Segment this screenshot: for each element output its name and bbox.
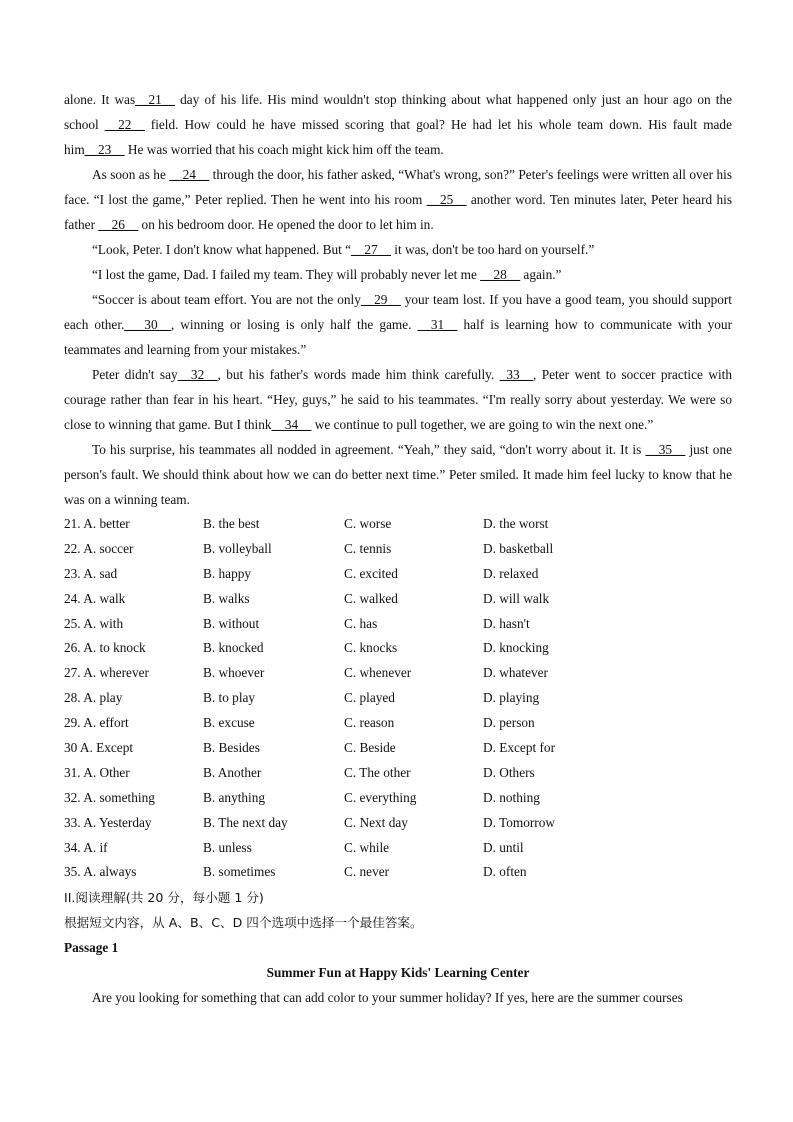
question-number-option-a: 25. A. with xyxy=(64,615,124,631)
option-d: D. often xyxy=(483,864,527,880)
option-c: C. worse xyxy=(344,516,392,531)
answer-blank: __21__ xyxy=(135,92,176,107)
passage-text: “Look, Peter. I don't know what happened. But “ xyxy=(92,242,352,257)
passage-text: day of his life. His mind wouldn't stop thinking about what happened only just an hour ago on the school xyxy=(64,92,732,132)
option-d: D. Others xyxy=(483,764,535,780)
question-row xyxy=(64,836,732,861)
option-d: D. relaxed xyxy=(483,565,539,581)
passage-text: alone. It was xyxy=(64,92,136,107)
option-b: B. to play xyxy=(203,690,256,706)
question-row xyxy=(64,537,732,562)
option-c: C. walked xyxy=(344,590,398,606)
passage-text: He was worried that his coach might kick him off the team. xyxy=(124,142,444,157)
question-number-option-a: 34. A. if xyxy=(64,839,108,855)
passage-text: just one person's fault. We should think about how we can do better next time.” Peter smiled. It made him feel lucky to know that he was on a winning team. xyxy=(64,442,733,507)
option-b: B. The next day xyxy=(203,814,288,830)
passage-text: your team lost. If you have a good team, you should support each other. xyxy=(64,292,732,332)
question-number-option-a: 31. A. Other xyxy=(64,764,130,780)
answer-blank: __24__ xyxy=(169,167,210,182)
question-row xyxy=(64,686,732,711)
passage-paragraph xyxy=(64,362,732,437)
option-d: D. Except for xyxy=(483,740,555,756)
passage-text: another word. Ten minutes later, Peter heard his father xyxy=(64,192,732,232)
question-number-option-a: 21. A. better xyxy=(64,516,130,531)
option-c: C. whenever xyxy=(344,665,412,681)
option-b: B. Another xyxy=(203,764,262,780)
answer-blank: __27__ xyxy=(351,242,391,257)
passage-paragraph xyxy=(64,162,732,237)
passage-text: we continue to pull together, we are going to win the next one.” xyxy=(311,417,654,432)
question-row xyxy=(64,512,732,537)
question-number-option-a: 24. A. walk xyxy=(64,590,126,606)
passage-text: To his surprise, his teammates all nodded in agreement. “Yeah,” they said, “don't worry about it. It is xyxy=(92,442,646,457)
passage-label: Passage 1 xyxy=(64,940,119,956)
option-b: B. sometimes xyxy=(203,864,276,880)
option-b: B. walks xyxy=(203,590,250,606)
passage-title: Summer Fun at Happy Kids' Learning Center xyxy=(266,965,530,981)
option-c: C. The other xyxy=(344,764,411,780)
option-c: C. Beside xyxy=(344,740,396,756)
option-b: B. excuse xyxy=(203,715,255,731)
option-d: D. playing xyxy=(483,690,540,706)
option-c: C. tennis xyxy=(344,540,392,556)
passage-paragraph xyxy=(64,87,732,162)
answer-blank: ___30__ xyxy=(124,317,171,332)
question-row xyxy=(64,636,732,661)
section-heading: II.阅读理解(共 20 分，每小题 1 分) xyxy=(64,890,264,906)
passage-text: it was, don't be too hard on yourself.” xyxy=(390,242,595,257)
option-b: B. without xyxy=(203,615,260,631)
passage-paragraph xyxy=(64,237,732,262)
option-b: B. Besides xyxy=(203,740,260,756)
option-d: D. the worst xyxy=(483,516,549,531)
question-number-option-a: 28. A. play xyxy=(64,690,123,706)
passage-paragraph xyxy=(64,437,732,512)
option-d: D. basketball xyxy=(483,540,554,556)
option-d: D. will walk xyxy=(483,590,550,606)
option-d: D. nothing xyxy=(483,789,540,805)
question-number-option-a: 26. A. to knock xyxy=(64,640,146,656)
passage-text: through the door, his father asked, “What's wrong, son?” Peter's feelings were written all over his face. “I lost the game,” Peter replied. Then he went into his room xyxy=(64,167,732,207)
passage-text: , but his father's words made him think carefully. xyxy=(217,367,500,382)
option-b: B. knocked xyxy=(203,640,264,656)
question-row xyxy=(64,860,732,885)
question-row xyxy=(64,562,732,587)
passage-text: “I lost the game, Dad. I failed my team. They will probably never let me xyxy=(92,267,481,282)
question-number-option-a: 35. A. always xyxy=(64,864,137,880)
question-row xyxy=(64,736,732,761)
answer-blank: __29__ xyxy=(360,292,401,307)
question-row xyxy=(64,786,732,811)
passage-text: As soon as he xyxy=(92,167,170,182)
question-number-option-a: 30 A. Except xyxy=(64,740,134,756)
question-row xyxy=(64,661,732,686)
option-c: C. has xyxy=(344,615,378,631)
option-c: C. never xyxy=(344,864,390,880)
option-b: B. volleyball xyxy=(203,540,272,556)
passage-paragraph xyxy=(64,262,732,287)
answer-blank: __35__ xyxy=(645,442,686,457)
option-b: B. the best xyxy=(203,516,260,531)
option-b: B. anything xyxy=(203,789,266,805)
passage-text: , Peter went to soccer practice with courage rather than fear in his heart. “Hey, guys,” he said to his teammates. “I'm really sorry about yesterday. We were so close to winning that game. But I think xyxy=(64,367,732,432)
answer-blank: __31__ xyxy=(417,317,458,332)
option-c: C. while xyxy=(344,839,390,855)
question-list xyxy=(64,512,732,885)
question-number-option-a: 22. A. soccer xyxy=(64,540,134,556)
option-c: C. excited xyxy=(344,565,398,581)
passage-text: field. How could he have missed scoring that goal? He had let his whole team down. His fault made him xyxy=(64,117,732,157)
option-c: C. everything xyxy=(344,789,417,805)
option-d: D. hasn't xyxy=(483,615,530,631)
question-row xyxy=(64,811,732,836)
question-number-option-a: 23. A. sad xyxy=(64,565,118,581)
question-number-option-a: 32. A. something xyxy=(64,789,155,805)
option-c: C. Next day xyxy=(344,814,408,830)
option-d: D. whatever xyxy=(483,665,548,681)
answer-blank: __28__ xyxy=(480,267,521,282)
option-c: C. played xyxy=(344,690,395,706)
option-d: D. knocking xyxy=(483,640,549,656)
question-row xyxy=(64,711,732,736)
question-number-option-a: 27. A. wherever xyxy=(64,665,149,681)
passage-intro: Are you looking for something that can add color to your summer holiday? If yes, here are the summer courses xyxy=(92,990,683,1006)
document-page xyxy=(64,87,732,1010)
option-b: B. unless xyxy=(203,839,252,855)
passage-text: Peter didn't say xyxy=(92,367,178,382)
answer-blank: __32__ xyxy=(177,367,218,382)
option-c: C. knocks xyxy=(344,640,398,656)
question-row xyxy=(64,761,732,786)
passage-text: half is learning how to communicate with your teammates and learning from your mistakes.” xyxy=(64,317,732,357)
option-b: B. whoever xyxy=(203,665,265,681)
passage-text: on his bedroom door. He opened the door to let him in. xyxy=(138,217,434,232)
passage-text: “Soccer is about team effort. You are not the only xyxy=(92,292,361,307)
option-b: B. happy xyxy=(203,565,252,581)
passage-paragraph xyxy=(64,287,732,362)
answer-blank: __34__ xyxy=(271,417,312,432)
answer-blank: __26__ xyxy=(98,217,139,232)
option-d: D. person xyxy=(483,715,535,731)
option-d: D. Tomorrow xyxy=(483,814,555,830)
option-d: D. until xyxy=(483,839,524,855)
option-c: C. reason xyxy=(344,715,395,731)
passage-text: again.” xyxy=(520,267,562,282)
question-row xyxy=(64,612,732,637)
question-number-option-a: 33. A. Yesterday xyxy=(64,814,152,830)
section-instruction: 根据短文内容，从 A、B、C、D 四个选项中选择一个最佳答案。 xyxy=(64,915,423,931)
answer-blank: __25__ xyxy=(426,192,467,207)
question-number-option-a: 29. A. effort xyxy=(64,715,129,731)
answer-blank: __22__ xyxy=(104,117,145,132)
question-row xyxy=(64,587,732,612)
passage-text: , winning or losing is only half the game. xyxy=(170,317,418,332)
answer-blank: _33__ xyxy=(499,367,533,382)
answer-blank: __23__ xyxy=(84,142,125,157)
cloze-passage xyxy=(64,87,732,512)
